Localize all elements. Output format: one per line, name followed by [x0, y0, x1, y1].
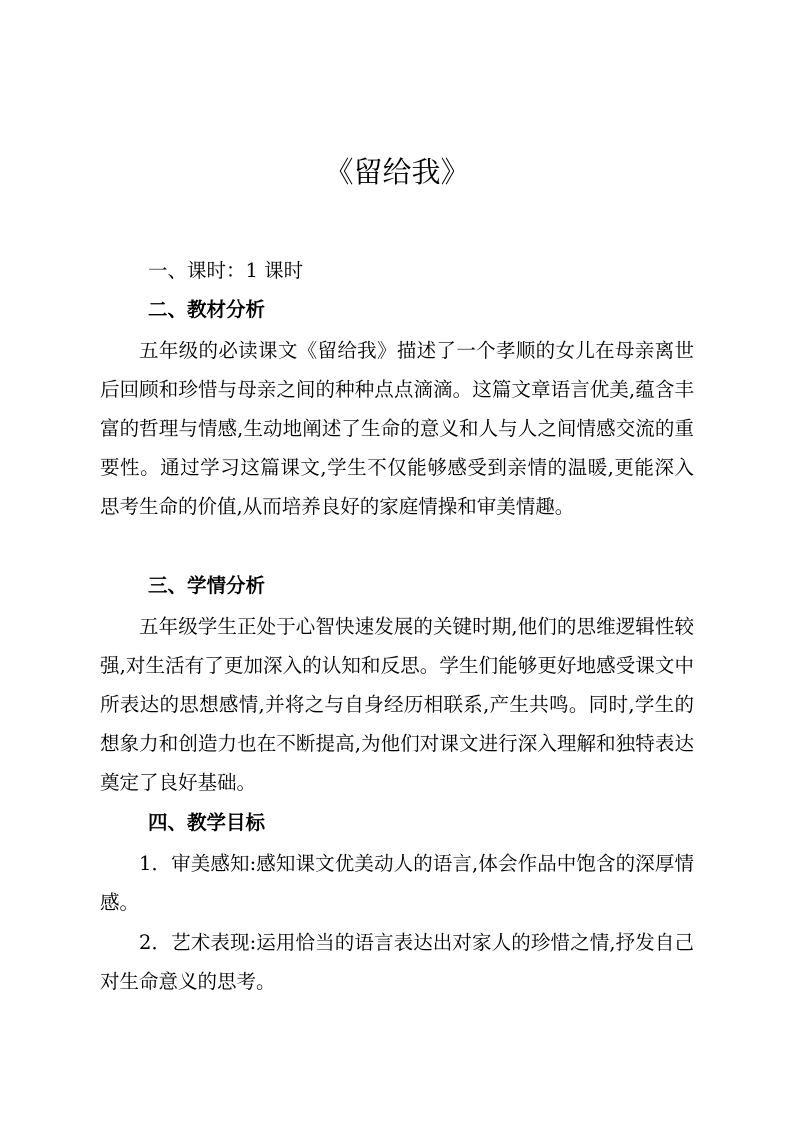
- paragraph-textbook-analysis: 五年级的必读课文《留给我》描述了一个孝顺的女儿在母亲离世后回顾和珍惜与母亲之间的种种点点滴滴。这篇文章语言优美,蕴含丰富的哲理与情感,生动地阐述了生命的意义和人与人之间情感交流的重要性。通过学习这篇课文,学生不仅能够感受到亲情的温暖,更能深入思考生命的价值,从而培养良好的家庭情操和审美情趣。: [100, 339, 694, 518]
- section-heading-textbook-analysis: 二、教材分析: [148, 298, 266, 321]
- teaching-goal-item: 2．艺术表现:运用恰当的语言表达出对家人的珍惜之情,抒发自己对生命意义的思考。: [100, 931, 694, 993]
- teaching-goal-item: 1．审美感知:感知课文优美动人的语言,体会作品中饱含的深厚情感。: [100, 852, 694, 914]
- paragraph-learner-analysis: 五年级学生正处于心智快速发展的关键时期,他们的思维逻辑性较强,对生活有了更加深入的认知和反思。学生们能够更好地感受课文中所表达的思想感情,并将之与自身经历相联系,产生共鸣。同时,学生的想象力和创造力也在不断提高,为他们对课文进行深入理解和独特表达奠定了良好基础。: [100, 615, 694, 794]
- document-title: 《留给我》: [324, 155, 470, 189]
- section-heading-teaching-goals: 四、教学目标: [148, 811, 266, 834]
- section-heading-learner-analysis: 三、学情分析: [148, 574, 266, 597]
- section-class-hours: 一、课时：1 课时: [148, 259, 304, 282]
